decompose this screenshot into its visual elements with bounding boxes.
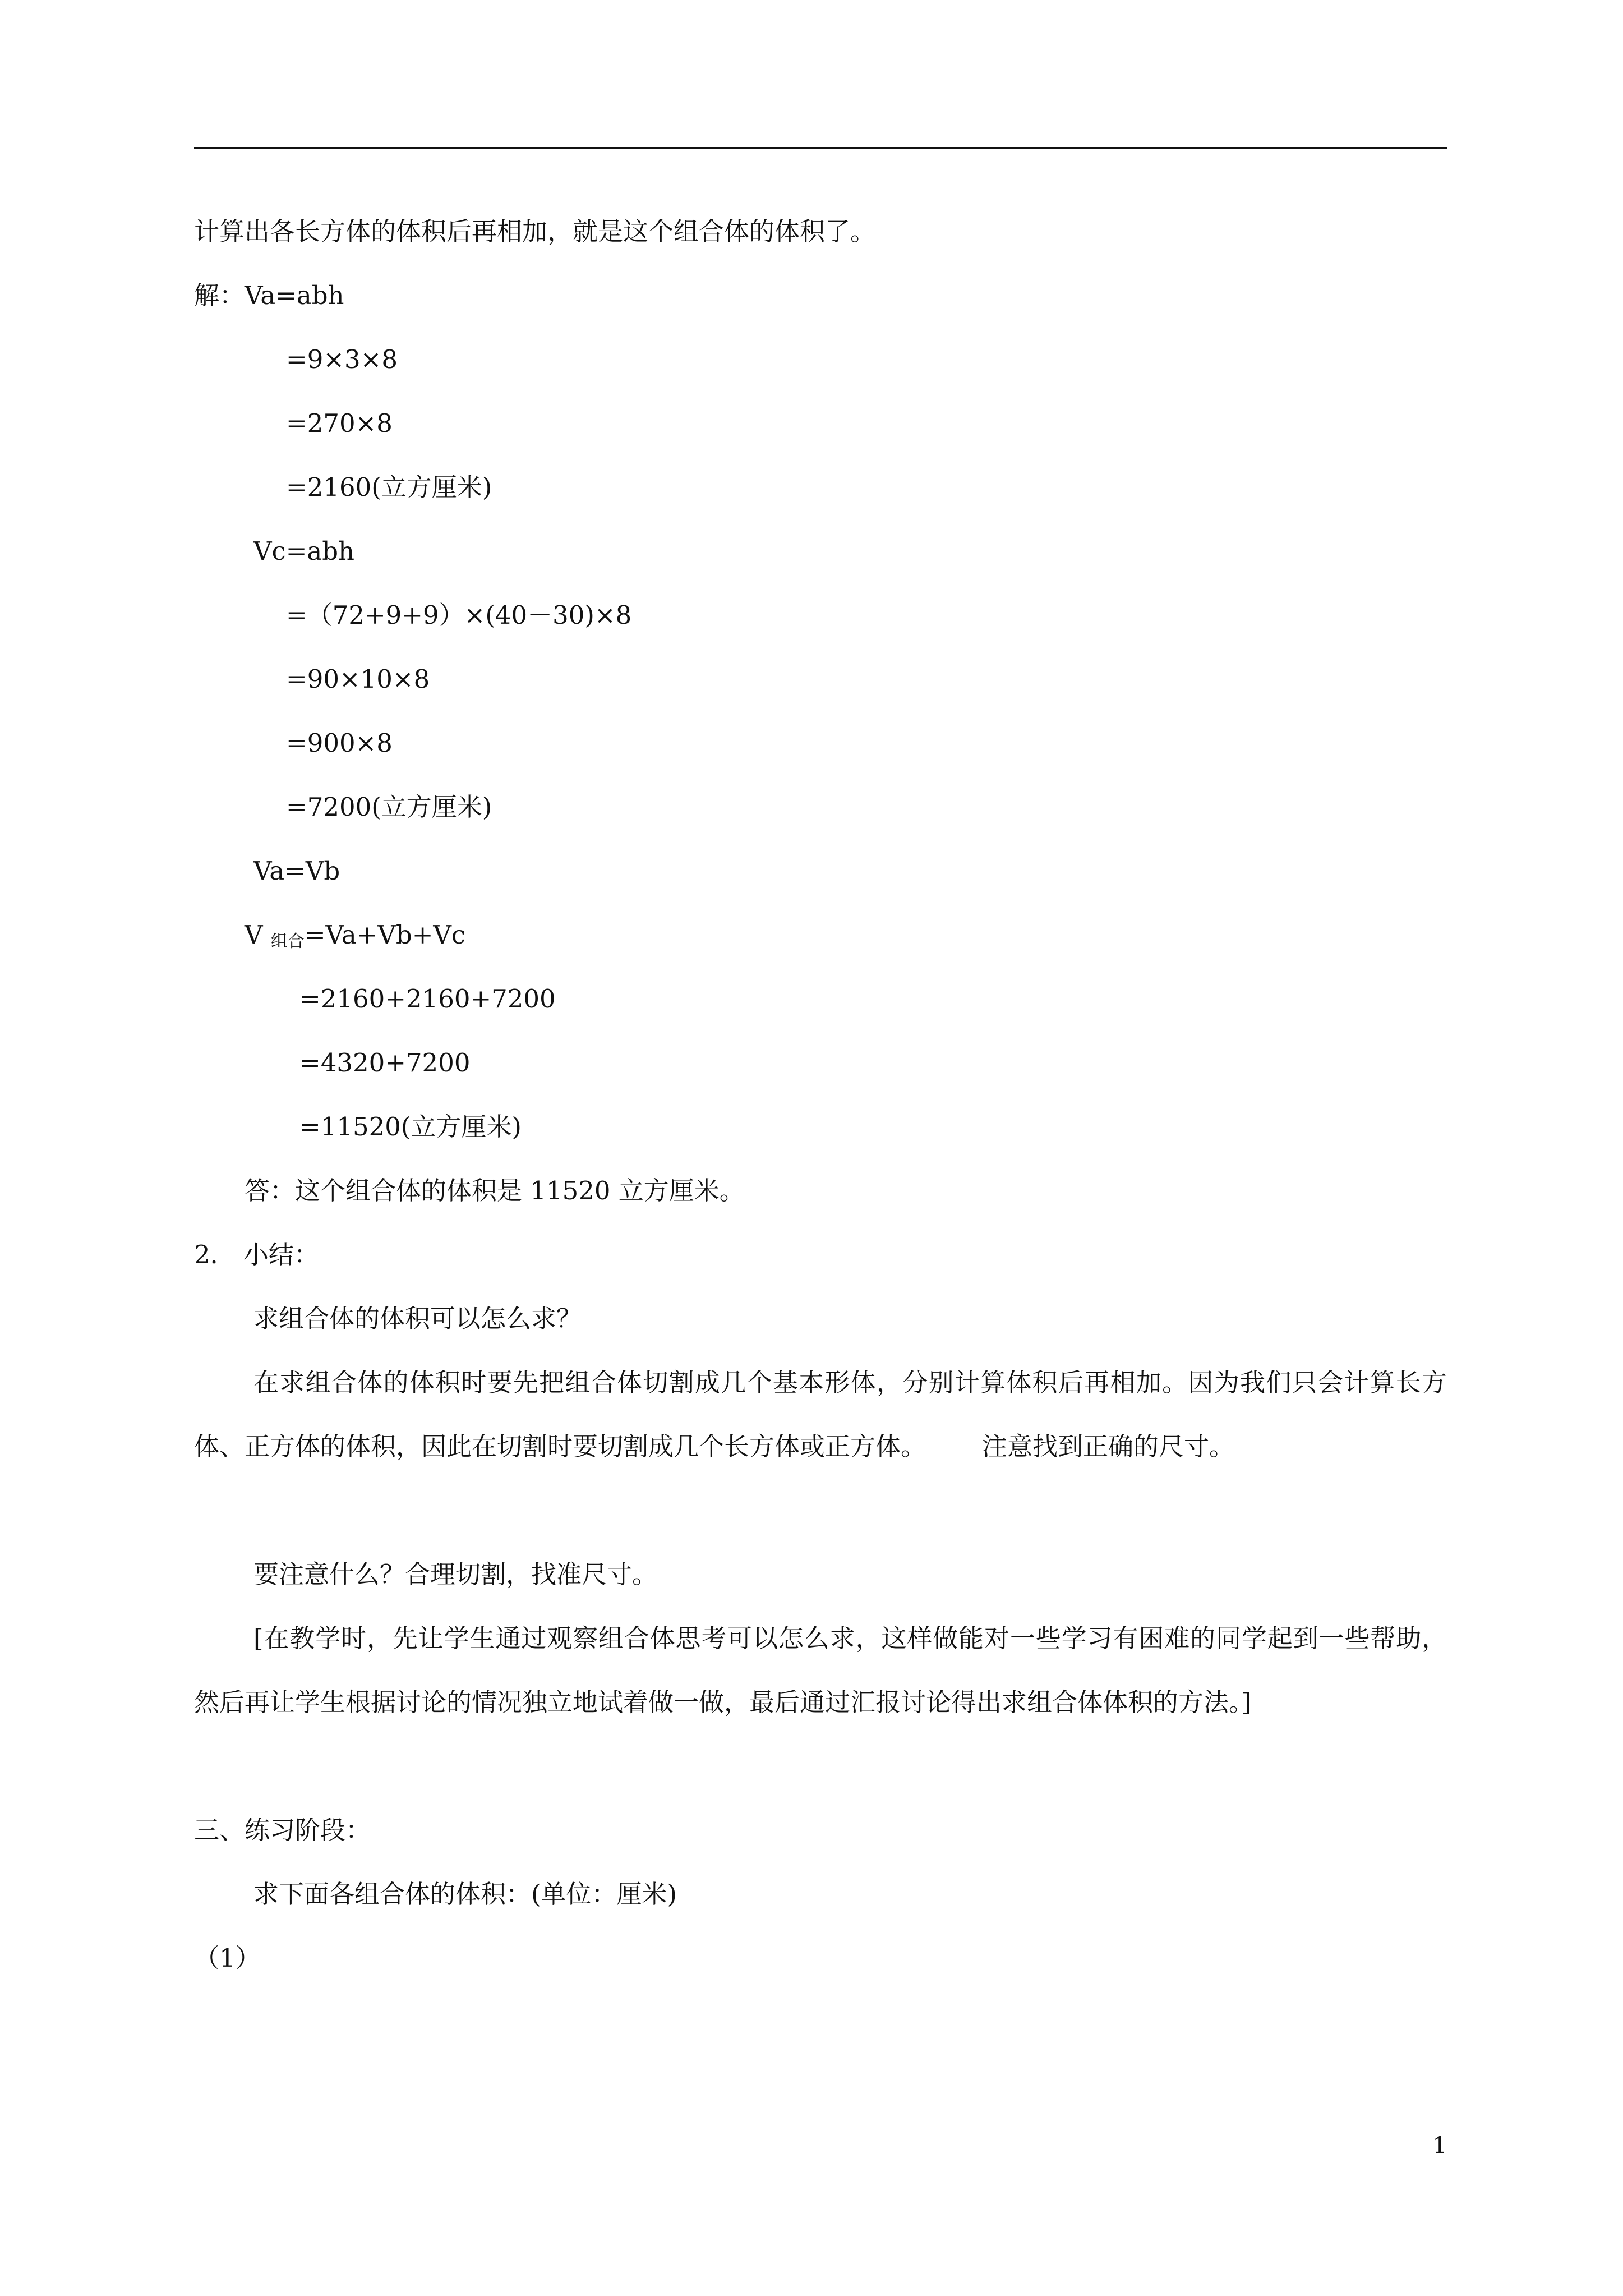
vc-step-2: =90×10×8	[286, 664, 430, 694]
vtotal-step-1: =2160+2160+7200	[299, 984, 556, 1014]
solution-label-line	[194, 279, 344, 312]
practice-item-1: （1）	[194, 1943, 261, 1973]
teaching-note: [在教学时，先让学生通过观察组合体思考可以怎么求，这样做能对一些学习有困难的同学起到一些帮助，然后再让学生根据讨论的情况独立地试着做一做，最后通过汇报讨论得出求组合体体积的方法。]	[194, 1623, 1447, 1717]
header-rule	[194, 147, 1447, 149]
intro-line: 计算出各长方体的体积后再相加，就是这个组合体的体积了。	[194, 217, 876, 246]
summary-question: 求组合体的体积可以怎么求？	[253, 1304, 582, 1333]
va-result: =2160(立方厘米)	[286, 472, 492, 502]
answer-line: 答：这个组合体的体积是 11520 立方厘米。	[245, 1176, 745, 1205]
va-step-1: =9×3×8	[286, 344, 398, 374]
summary-paragraph-tail: 注意找到正确的尺寸。	[982, 1432, 1235, 1461]
vtotal-formula: =Va+Vb+Vc	[304, 920, 466, 950]
vtotal-result: =11520(立方厘米)	[299, 1112, 522, 1142]
attention-line: 要注意什么？合理切割，找准尺寸。	[253, 1559, 658, 1589]
vtotal-formula-line	[245, 918, 465, 959]
vtotal-subscript: 组合	[270, 932, 305, 951]
practice-heading: 三、练习阶段：	[194, 1815, 371, 1845]
vc-formula: Vc=abh	[253, 536, 355, 566]
practice-instruction: 求下面各组合体的体积：(单位：厘米)	[253, 1879, 677, 1909]
vtotal-prefix: V	[245, 920, 263, 950]
summary-heading: 2． 小结：	[194, 1240, 319, 1269]
solution-label: 解：	[194, 280, 245, 310]
vc-result: =7200(立方厘米)	[286, 792, 492, 822]
vtotal-step-2: =4320+7200	[299, 1048, 471, 1078]
va-formula: Va=abh	[245, 280, 344, 310]
summary-paragraph-main: 在求组合体的体积时要先把组合体切割成几个基本形体，分别计算体积后再相加。因为我们只会计算长方体、正方体的体积，因此在切割时要切割成几个长方体或正方体。	[194, 1368, 1447, 1461]
vc-step-1: =（72+9+9）×(40－30)×8	[286, 600, 632, 630]
vb-equality: Va=Vb	[253, 856, 340, 886]
page-number: 1	[1432, 2133, 1447, 2159]
va-step-2: =270×8	[286, 408, 393, 438]
vc-step-3: =900×8	[286, 728, 393, 758]
summary-paragraph	[194, 1351, 1447, 1479]
